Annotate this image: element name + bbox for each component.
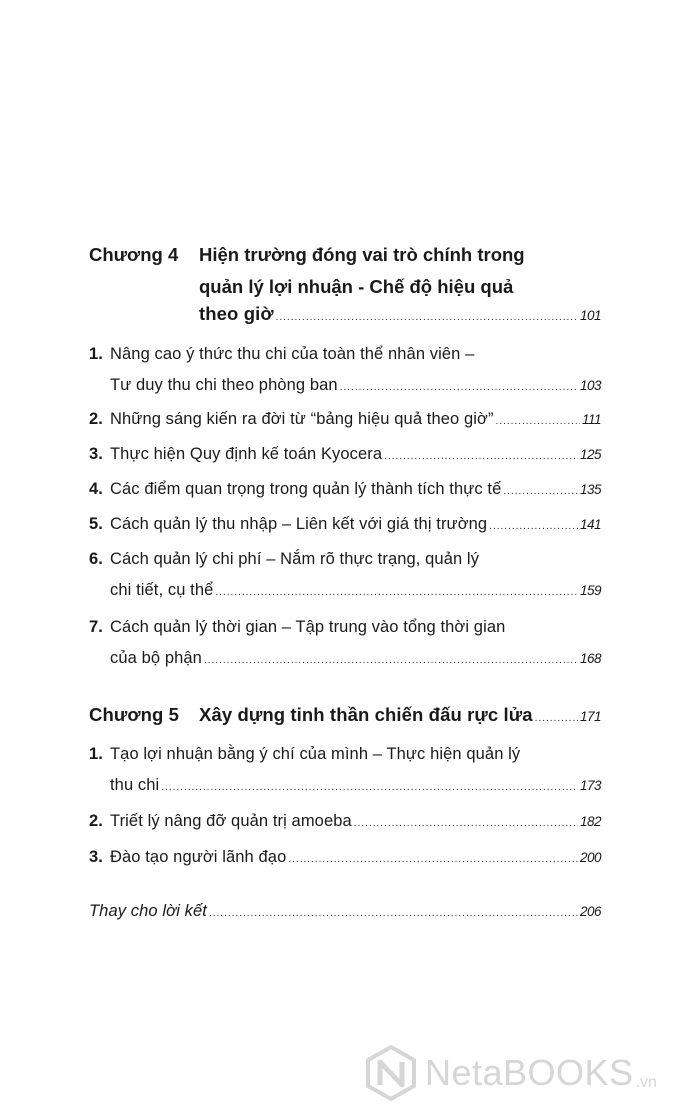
item-page: 159	[579, 583, 601, 598]
item-page: 141	[579, 517, 601, 532]
leader-dots	[489, 509, 578, 545]
toc-item-5-1[interactable]	[89, 736, 601, 808]
leader-dots	[209, 896, 578, 932]
item-page: 103	[579, 378, 601, 393]
afterword-page: 206	[579, 904, 601, 919]
chapter-4-last-line	[89, 296, 601, 332]
item-page: 200	[579, 850, 601, 865]
item-number: 1.	[89, 745, 103, 763]
toc-afterword[interactable]	[89, 893, 601, 929]
toc-item-4-4[interactable]	[89, 471, 601, 507]
item-number: 3.	[89, 848, 103, 866]
item-title-line2: của bộ phận	[110, 649, 202, 667]
leader-dots	[496, 404, 580, 440]
toc-item-4-5[interactable]	[89, 506, 601, 542]
toc-item-4-6[interactable]	[89, 541, 601, 613]
leader-dots	[215, 575, 578, 611]
leader-dots	[503, 474, 578, 510]
item-page: 168	[579, 651, 601, 666]
afterword-label: Thay cho lời kết	[89, 902, 207, 920]
toc-item-4-2[interactable]	[89, 401, 601, 437]
leader-dots	[276, 300, 578, 336]
item-title-line1: Triết lý nâng đỡ quản trị amoeba	[110, 812, 352, 830]
leader-dots	[288, 842, 578, 878]
item-title-line2: thu chi	[110, 776, 160, 794]
chapter-5-label: Chương 5	[89, 704, 180, 725]
item-title-line2: chi tiết, cụ thể	[110, 581, 214, 599]
chapter-5-title: Xây dựng tinh thần chiến đấu rực lửa	[199, 704, 533, 725]
toc-item-4-7[interactable]	[89, 609, 601, 681]
toc-item-5-2[interactable]	[89, 803, 601, 839]
item-title-line1: Cách quản lý chi phí – Nắm rõ thực trạng, quản lý	[110, 550, 480, 568]
item-title-line1: Đào tạo người lãnh đạo	[110, 848, 287, 866]
item-number: 6.	[89, 550, 103, 568]
chapter-5-page: 171	[579, 709, 601, 724]
item-title-line1: Cách quản lý thời gian – Tập trung vào tổng thời gian	[110, 618, 506, 636]
item-title-line1: Thực hiện Quy định kế toán Kyocera	[110, 445, 383, 463]
item-number: 4.	[89, 480, 103, 498]
chapter-4-label: Chương 4	[89, 244, 179, 265]
chapter-4-title-line1: Hiện trường đóng vai trò chính trong	[199, 244, 525, 265]
item-number: 7.	[89, 618, 103, 636]
watermark-suffix: .vn	[635, 1074, 657, 1091]
item-page: 135	[579, 482, 601, 497]
item-title-line1: Những sáng kiến ra đời từ “bảng hiệu quả theo giờ”	[110, 410, 494, 428]
item-number: 1.	[89, 345, 103, 363]
item-number: 2.	[89, 812, 103, 830]
leader-dots	[354, 806, 578, 842]
item-page: 125	[579, 447, 601, 462]
leader-dots	[161, 770, 578, 806]
chapter-5-heading[interactable]	[89, 697, 601, 733]
item-title-line1: Cách quản lý thu nhập – Liên kết với giá thị trường	[110, 515, 488, 533]
item-title-line1: Nâng cao ý thức thu chi của toàn thể nhân viên –	[110, 345, 475, 363]
item-title-line2: Tư duy thu chi theo phòng ban	[110, 376, 338, 394]
toc-item-5-3[interactable]	[89, 839, 601, 875]
toc-item-4-1[interactable]	[89, 336, 601, 408]
netabooks-watermark	[365, 1045, 657, 1101]
netabooks-logo-icon	[365, 1045, 417, 1101]
watermark-text: NetaBOOKS	[425, 1052, 634, 1093]
chapter-4-title-line3: theo giờ	[199, 303, 274, 324]
item-page: 173	[579, 778, 601, 793]
item-title-line1: Các điểm quan trọng trong quản lý thành tích thực tế	[110, 480, 502, 498]
leader-dots	[384, 439, 578, 475]
toc-item-4-3[interactable]	[89, 436, 601, 472]
item-number: 3.	[89, 445, 103, 463]
item-page: 182	[579, 814, 601, 829]
item-number: 2.	[89, 410, 103, 428]
item-title-line1: Tạo lợi nhuận bằng ý chí của mình – Thực hiện quản lý	[110, 745, 521, 763]
chapter-4-page: 101	[579, 308, 601, 323]
leader-dots	[535, 701, 578, 737]
chapter-4-title-line2: quản lý lợi nhuận - Chế độ hiệu quả	[199, 276, 514, 297]
leader-dots	[204, 643, 578, 679]
item-number: 5.	[89, 515, 103, 533]
item-page: 111	[581, 412, 601, 427]
